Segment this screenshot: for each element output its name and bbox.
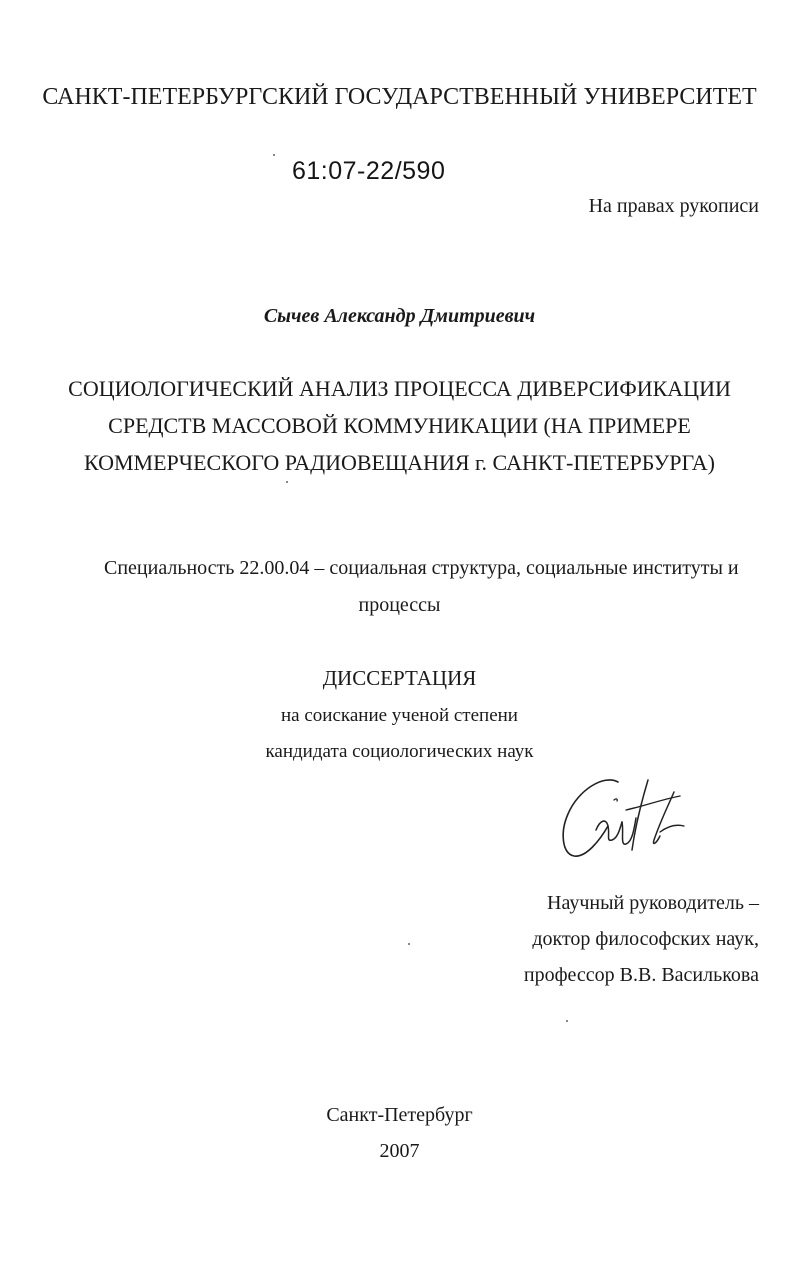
supervisor-line: профессор В.В. Василькова	[523, 964, 759, 986]
university-name: САНКТ-ПЕТЕРБУРГСКИЙ ГОСУДАРСТВЕННЫЙ УНИВЕРСИТЕТ	[42, 84, 757, 110]
scan-speck	[286, 481, 288, 483]
title-line: СОЦИОЛОГИЧЕСКИЙ АНАЛИЗ ПРОЦЕССА ДИВЕРСИФИКАЦИИ	[68, 376, 731, 401]
supervisor-line: доктор философских наук,	[532, 928, 759, 950]
degree-line: на соискание ученой степени	[281, 705, 518, 726]
city: Санкт-Петербург	[326, 1104, 473, 1126]
dissertation-title	[0, 370, 799, 481]
supervisor-block	[524, 885, 759, 993]
scan-speck	[273, 154, 275, 156]
scan-speck	[408, 943, 410, 945]
title-line: КОММЕРЧЕСКОГО РАДИОВЕЩАНИЯ г. САНКТ-ПЕТЕРБУРГА)	[83, 450, 715, 475]
document-type: ДИССЕРТАЦИЯ	[322, 666, 477, 690]
supervisor-line: Научный руководитель –	[547, 892, 759, 914]
specialty-line: Специальность 22.00.04 – социальная структура, социальные институты и	[104, 557, 739, 579]
degree-line: кандидата социологических наук	[265, 741, 534, 762]
specialty-line-continued: процессы	[358, 594, 441, 616]
title-line: СРЕДСТВ МАССОВОЙ КОММУНИКАЦИИ (НА ПРИМЕРЕ	[108, 413, 691, 438]
author-name: Сычев Александр Дмитриевич	[263, 305, 536, 327]
scan-speck	[566, 1020, 568, 1022]
rights-note: На правах рукописи	[588, 195, 759, 217]
year: 2007	[379, 1140, 420, 1162]
signature	[556, 770, 691, 870]
catalog-code: 61:07-22/590	[292, 157, 446, 185]
